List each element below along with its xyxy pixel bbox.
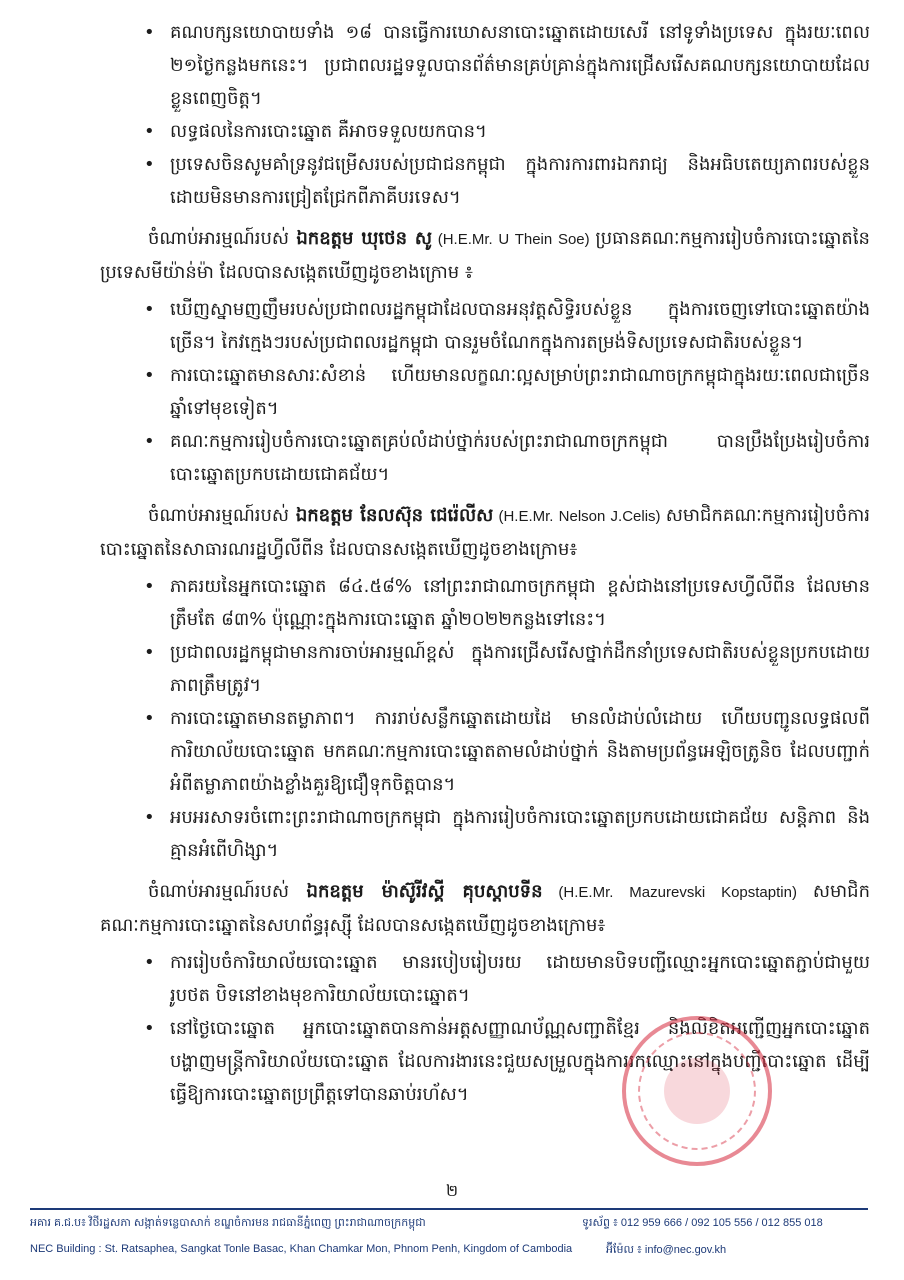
bullet-icon: • <box>144 952 155 973</box>
bullet-icon: • <box>144 299 155 320</box>
intro-paragraph-philippines: ចំណាប់អារម្មណ៍របស់ ឯកឧត្តម នែលស៊ុន ជេរ៉េលីស (H.E.Mr. Nelson J.Celis) សមាជិកគណៈកម្មការរៀបចំការបោះឆ្នោតនៃសាធារណរដ្ឋហ្វីលីពីន ដែលបានសង្កេតឃើញដូចខាងក្រោម៖ <box>100 505 870 560</box>
list-item: • លទ្ធផលនៃការបោះឆ្នោត គឺអាចទទួលយកបាន។ <box>100 115 870 148</box>
official-name: ឯកឧត្តម នែលស៊ុន ជេរ៉េលីស <box>295 505 494 526</box>
bullet-icon: • <box>144 1018 155 1039</box>
main-content <box>100 16 870 1111</box>
footer-phone: ទូរស័ព្ទ ៖ 012 959 666 / 092 105 556 / 012 855 018 <box>582 1217 823 1229</box>
list-item: • គណៈកម្មការរៀបចំការបោះឆ្នោតគ្រប់លំដាប់ថ្នាក់របស់ព្រះរាជាណាចក្រកម្ពុជា បានប្រឹងប្រែងរៀបចំការបោះឆ្នោតប្រកបដោយជោគជ័យ។ <box>100 425 870 491</box>
footer-address-khmer: អគារ គ.ជ.ប៖ វិថីរដ្ឋសភា សង្កាត់ទន្លេបាសាក់ ខណ្ឌចំការមន រាជធានីភ្នំពេញ ព្រះរាជាណាចក្រកម្ពុជា <box>30 1217 426 1229</box>
bullet-icon: • <box>144 807 155 828</box>
list-item: • ប្រជាពលរដ្ឋកម្ពុជាមានការចាប់អារម្មណ៍ខ្ពស់ ក្នុងការជ្រើសរើសថ្នាក់ដឹកនាំប្រទេសជាតិរបស់ខ្លួនប្រកបដោយភាពត្រឹមត្រូវ។ <box>100 636 870 702</box>
official-name-english: (H.E.Mr. Nelson J.Celis) <box>493 508 666 525</box>
bullet-icon: • <box>144 22 155 43</box>
footer-divider <box>30 1208 868 1210</box>
bullet-icon: • <box>144 431 155 452</box>
bullet-icon: • <box>144 642 155 663</box>
bullet-icon: • <box>144 708 155 729</box>
list-item: • ភាគរយនៃអ្នកបោះឆ្នោត ៨៤.៥៨% នៅព្រះរាជាណាចក្រកម្ពុជា ខ្ពស់ជាងនៅប្រទេសហ្វីលីពីន ដែលមានត្រឹមតែ ៨៣% ប៉ុណ្ណោះក្នុងការបោះឆ្នោត ឆ្នាំ២០២២កន្លងទៅនេះ។ <box>100 570 870 636</box>
list-item: • ការបោះឆ្នោតមានតម្លាភាព។ ការរាប់សន្លឹកឆ្នោតដោយដៃ មានលំដាប់លំដោយ ហើយបញ្ជូនលទ្ធផលពីការិយាល័យបោះឆ្នោត មកគណៈកម្មការបោះឆ្នោតតាមលំដាប់ថ្នាក់ និងតាមប្រព័ន្ធអេឡិចត្រូនិច ដែលបញ្ជាក់អំពីតម្លាភាពយ៉ាងខ្លាំងគួរឱ្យជឿទុកចិត្តបាន។ <box>100 702 870 801</box>
footer-address-english: NEC Building : St. Ratsaphea, Sangkat Tonle Basac, Khan Chamkar Mon, Phnom Penh, Kingdom of Cambodia <box>30 1243 573 1255</box>
list-item: • ការបោះឆ្នោតមានសារៈសំខាន់ ហើយមានលក្ខណៈល្អសម្រាប់ព្រះរាជាណាចក្រកម្ពុជាក្នុងរយៈពេលជាច្រើនឆ្នាំទៅមុខទៀត។ <box>100 359 870 425</box>
intro-paragraph-russia: ចំណាប់អារម្មណ៍របស់ ឯកឧត្តម ម៉ាស៊ូរីវស្គី គុបស្តាបទីន (H.E.Mr. Mazurevski Kopstaptin) សមាជិកគណៈកម្មការបោះឆ្នោតនៃសហព័ន្ធរុស្ស៊ី ដែលបានសង្កេតឃើញដូចខាងក្រោម៖ <box>100 881 870 936</box>
bullet-icon: • <box>144 576 155 597</box>
bullet-icon: • <box>144 121 155 142</box>
bullet-list-2 <box>100 293 870 491</box>
list-item: • ប្រទេសចិនសូមគាំទ្រនូវជម្រើសរបស់ប្រជាជនកម្ពុជា ក្នុងការការពារឯករាជ្យ និងអធិបតេយ្យភាពរបស់ខ្លួន ដោយមិនមានការជ្រៀតជ្រែកពីភាគីបរទេស។ <box>100 148 870 214</box>
page-number: ២ <box>445 1181 459 1200</box>
intro-paragraph-myanmar: ចំណាប់អារម្មណ៍របស់ ឯកឧត្តម ឃុថេន សូ (H.E.Mr. U Thein Soe) ប្រធានគណៈកម្មការរៀបចំការបោះឆ្នោតនៃប្រទេសមីយ៉ាន់ម៉ា ដែលបានសង្កេតឃើញដូចខាងក្រោម ៖ <box>100 228 870 283</box>
list-item: • ការរៀបចំការិយាល័យបោះឆ្នោត មានរបៀបរៀបរយ ដោយមានបិទបញ្ជីឈ្មោះអ្នកបោះឆ្នោតភ្ជាប់ជាមួយរូបថត បិទនៅខាងមុខការិយាល័យបោះឆ្នោត។ <box>100 946 870 1012</box>
official-seal-stamp <box>622 1016 772 1166</box>
list-item: • នៅថ្ងៃបោះឆ្នោត អ្នកបោះឆ្នោតបានកាន់អត្តសញ្ញាណប័ណ្ណសញ្ជាតិខ្មែរ និងលិខិតអញ្ជើញអ្នកបោះឆ្នោត បង្ហាញមន្ត្រីការិយាល័យបោះឆ្នោត ដែលការងារនេះជួយសម្រួលក្នុងការរកឈ្មោះនៅក្នុងបញ្ជីបោះឆ្នោត ដើម្បីធ្វើឱ្យការបោះឆ្នោតប្រព្រឹត្តទៅបានឆាប់រហ័ស។ <box>100 1012 870 1111</box>
list-item: • គណបក្សនយោបាយទាំង ១៨ បានធ្វើការឃោសនាបោះឆ្នោតដោយសេរី នៅទូទាំងប្រទេស ក្នុងរយៈពេល ២១ថ្ងៃកន្លងមកនេះ។ ប្រជាពលរដ្ឋទទួលបានព័ត៌មានគ្រប់គ្រាន់ក្នុងការជ្រើសរើសគណបក្សនយោបាយដែលខ្លួនពេញចិត្ត។ <box>100 16 870 115</box>
bullet-icon: • <box>144 365 155 386</box>
list-item: • អបអរសាទរចំពោះព្រះរាជាណាចក្រកម្ពុជា ក្នុងការរៀបចំការបោះឆ្នោតប្រកបដោយជោគជ័យ សន្តិភាព និងគ្មានអំពើហិង្សា។ <box>100 801 870 867</box>
footer-email: អ៊ីម៉ែល ៖ info@nec.gov.kh <box>606 1244 727 1256</box>
bullet-list-1 <box>100 16 870 214</box>
list-item: • ឃើញស្នាមញញឹមរបស់ប្រជាពលរដ្ឋកម្ពុជាដែលបានអនុវត្តសិទ្ធិរបស់ខ្លួន ក្នុងការចេញទៅបោះឆ្នោតយ៉ាងច្រើន។ កៃវក្មេងៗរបស់ប្រជាពលរដ្ឋកម្ពុជា បានរួមចំណែកក្នុងការតម្រង់ទិសប្រទេសជាតិរបស់ខ្លួន។ <box>100 293 870 359</box>
official-name-english: (H.E.Mr. Mazurevski Kopstaptin) <box>542 884 813 901</box>
official-name-english: (H.E.Mr. U Thein Soe) <box>431 231 596 248</box>
bullet-icon: • <box>144 154 155 175</box>
official-name: ឯកឧត្តម ឃុថេន សូ <box>296 228 432 249</box>
bullet-list-3 <box>100 570 870 867</box>
official-name: ឯកឧត្តម ម៉ាស៊ូរីវស្គី គុបស្តាបទីន <box>306 881 543 902</box>
